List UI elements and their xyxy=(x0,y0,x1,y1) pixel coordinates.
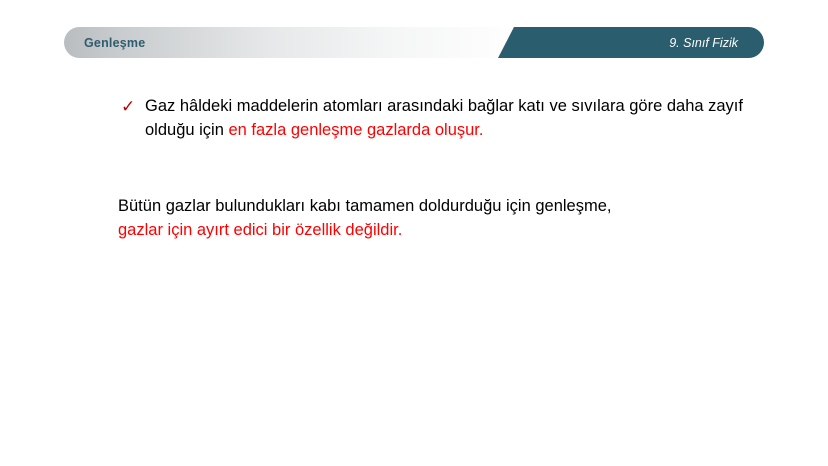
header-left-section xyxy=(64,27,524,58)
check-icon: ✓ xyxy=(121,97,136,116)
header-banner xyxy=(64,27,764,58)
bullet-text-highlight: en fazla genleşme gazlarda oluşur. xyxy=(228,120,484,139)
paragraph-block xyxy=(0,195,828,243)
list-item xyxy=(0,95,828,143)
bullet-text xyxy=(118,95,748,143)
paragraph-line-1: Bütün gazlar bulundukları kabı tamamen doldurduğu için genleşme, xyxy=(118,196,612,215)
bullet-text-plain: Gaz hâldeki maddelerin atomları arasındaki bağlar katı ve sıvılara göre daha zayıf olduğu için xyxy=(145,97,743,139)
page-title: Genleşme xyxy=(84,35,146,50)
slide-body xyxy=(0,95,828,243)
paragraph-line-2: gazlar için ayırt edici bir özellik değildir. xyxy=(118,220,403,239)
header-right-section xyxy=(524,27,764,58)
course-label: 9. Sınıf Fizik xyxy=(669,35,738,50)
